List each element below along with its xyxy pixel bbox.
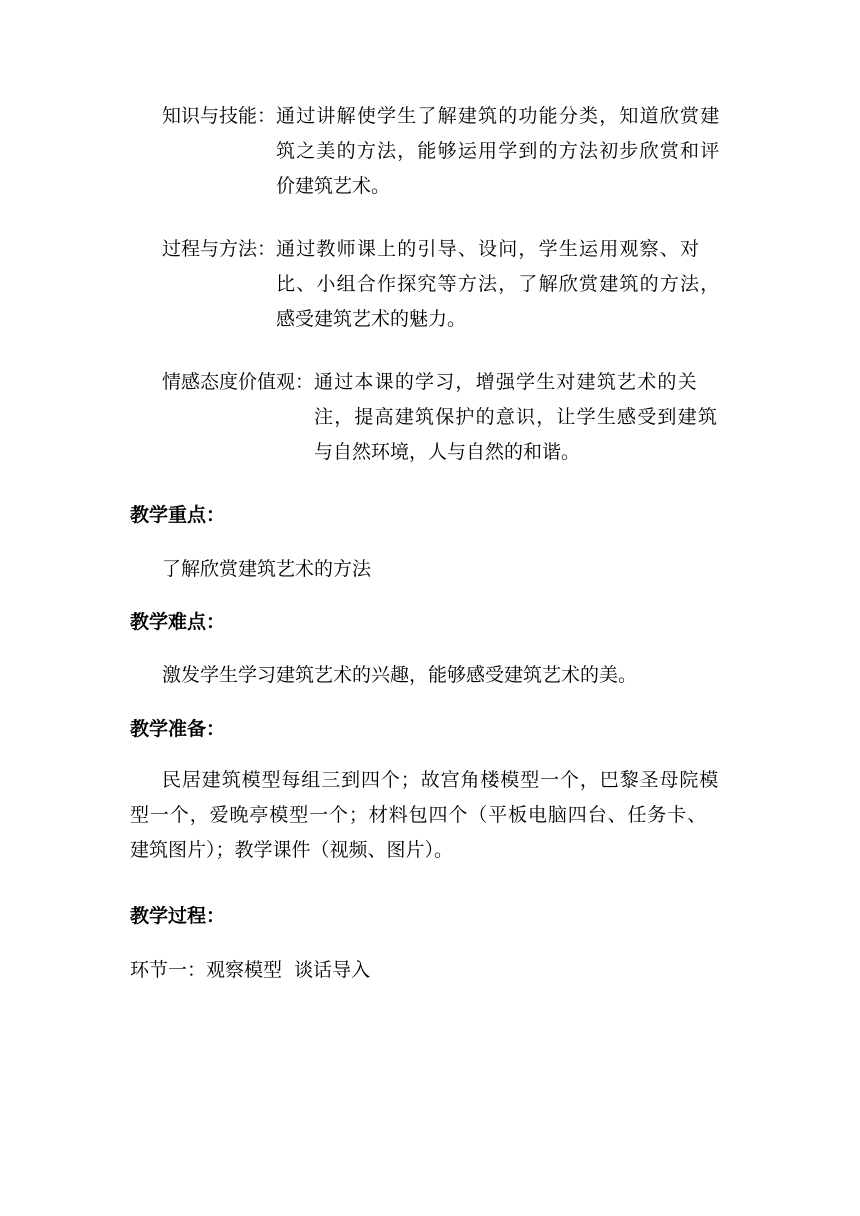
objective-label: 过程与方法： — [162, 238, 277, 260]
preparation-heading: 教学准备： — [130, 718, 226, 740]
objective-line: 与自然环境，人与自然的和谐。 — [314, 441, 581, 463]
process-heading: 教学过程： — [130, 905, 226, 927]
objective-label: 情感态度价值观： — [162, 371, 315, 393]
difficulty-heading: 教学难点： — [130, 611, 226, 633]
objective-text — [276, 232, 720, 337]
difficulty-text: 激发学生学习建筑艺术的兴趣，能够感受建筑艺术的美。 — [162, 664, 638, 686]
objective-text — [314, 365, 718, 470]
objective-line: 注，提高建筑保护的意识，让学生感受到建筑 — [314, 406, 719, 428]
objective-text — [276, 99, 720, 204]
objective-label: 知识与技能： — [162, 105, 277, 127]
process-step-1: 环节一：观察模型 谈话导入 — [130, 959, 371, 981]
preparation-text — [130, 763, 719, 868]
objective-line: 价建筑艺术。 — [276, 175, 391, 197]
objective-line: 通过教师课上的引导、设问，学生运用观察、对 — [276, 238, 701, 260]
objective-line: 筑之美的方法，能够运用学到的方法初步欣赏和评 — [276, 140, 721, 162]
objective-emotion-values — [162, 365, 718, 470]
objective-line: 通过本课的学习，增强学生对建筑艺术的关 — [314, 371, 698, 393]
objective-process-methods — [162, 232, 720, 337]
preparation-line: 型一个，爱晚亭模型一个；材料包四个（平板电脑四台、任务卡、 — [130, 804, 708, 826]
preparation-line: 民居建筑模型每组三到四个；故宫角楼模型一个，巴黎圣母院模 — [162, 769, 720, 791]
objective-line: 通过讲解使学生了解建筑的功能分类，知道欣赏建 — [276, 105, 721, 127]
objective-line: 比、小组合作探究等方法，了解欣赏建筑的方法， — [276, 273, 721, 295]
objective-line: 感受建筑艺术的魅力。 — [276, 308, 467, 330]
key-point-text: 了解欣赏建筑艺术的方法 — [162, 558, 372, 580]
preparation-line: 建筑图片）；教学课件（视频、图片）。 — [130, 839, 454, 861]
objective-knowledge-skills — [162, 99, 720, 204]
key-point-heading: 教学重点： — [130, 504, 226, 526]
